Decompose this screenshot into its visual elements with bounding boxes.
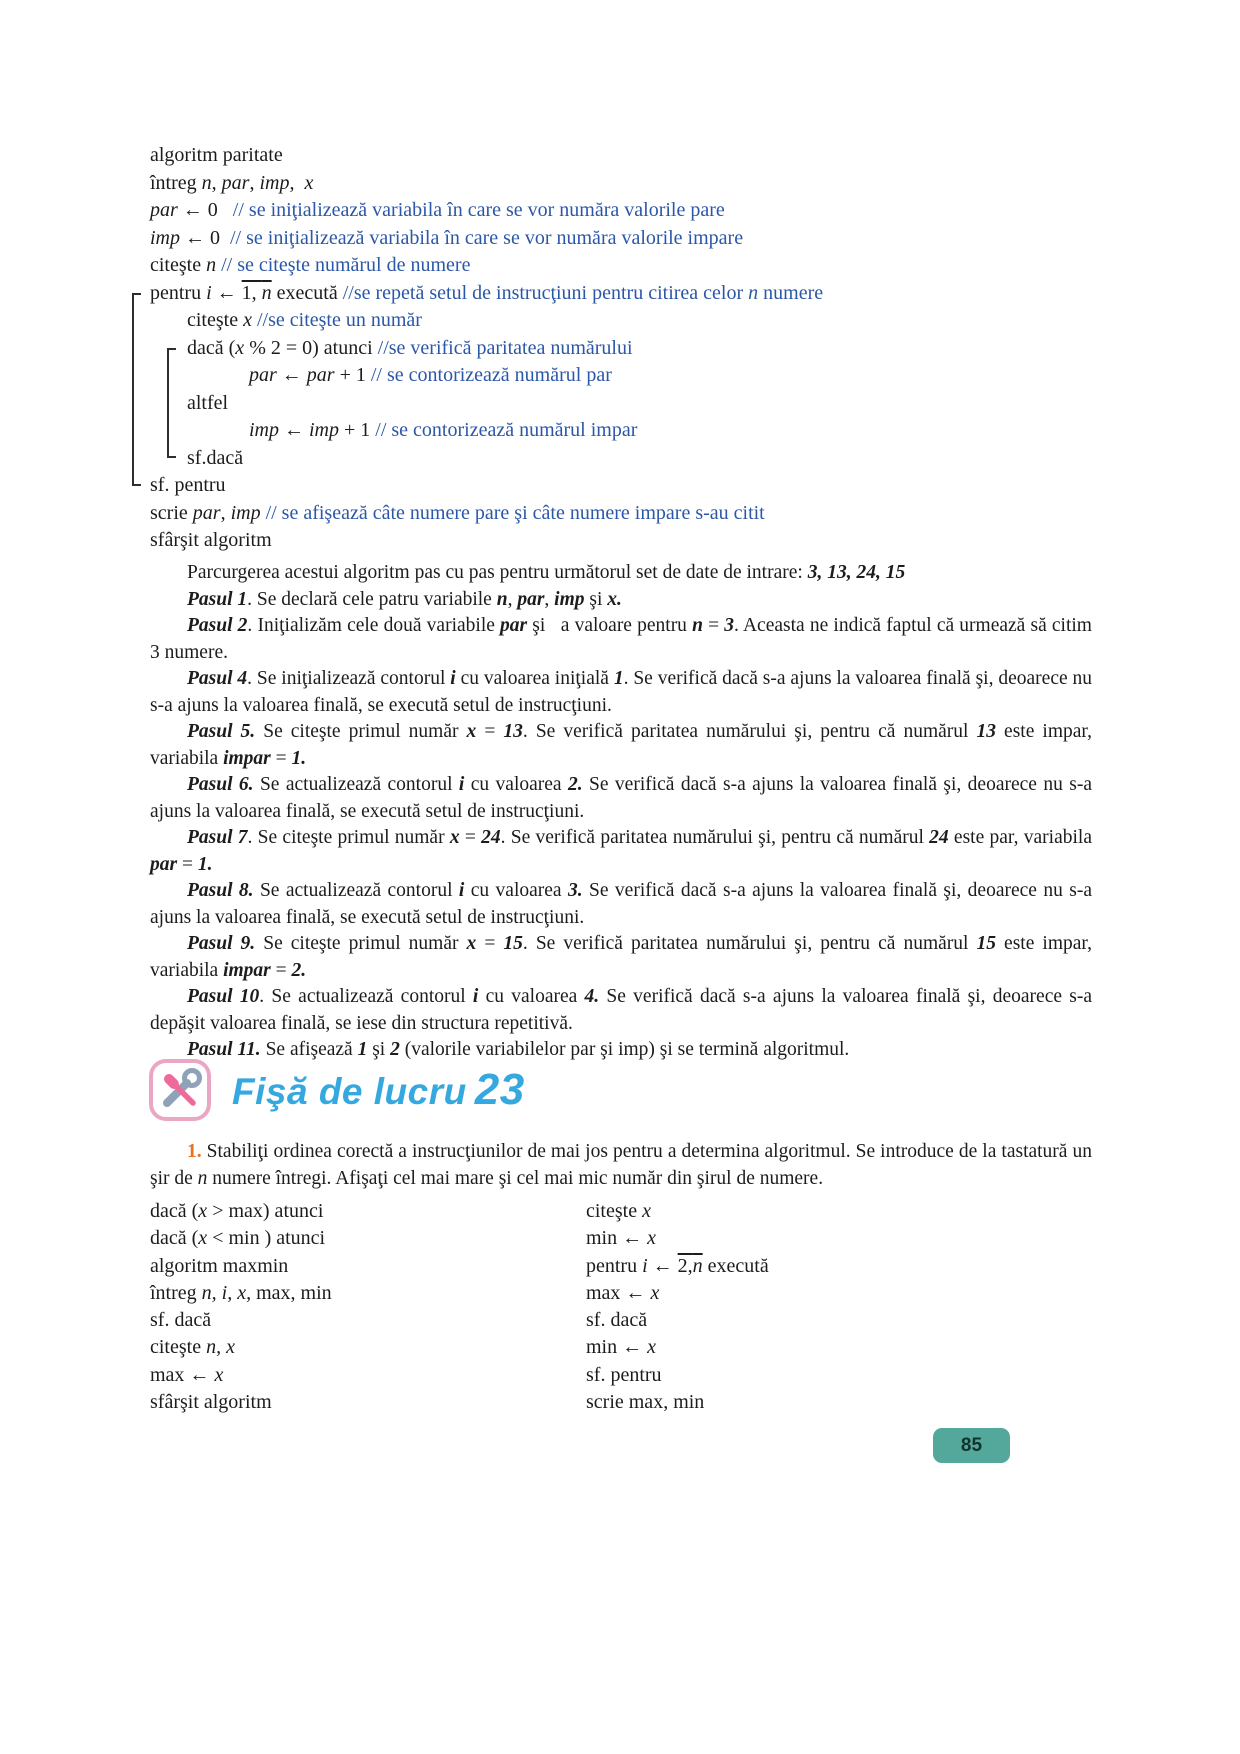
text-run: 24 <box>929 827 949 848</box>
text-run: , <box>211 171 222 194</box>
code-line <box>150 225 823 253</box>
text-run: par <box>306 364 335 386</box>
code-line <box>586 1307 1022 1334</box>
text-run: , <box>544 588 555 610</box>
text-run: algoritm maxmin <box>150 1254 289 1277</box>
code-line <box>586 1198 1022 1225</box>
text-run: = <box>270 959 292 981</box>
walkthrough-paragraph <box>150 825 1097 878</box>
text-run: . Se verifică paritatea numărului şi, pentru că numărul <box>500 827 930 848</box>
code-line <box>150 252 823 280</box>
text-run: , <box>249 171 260 194</box>
worksheet-number: 23 <box>474 1065 525 1114</box>
text-run: şi a valoare pentru <box>527 615 693 636</box>
text-run: x <box>198 1200 208 1222</box>
walkthrough-paragraph <box>150 613 1097 666</box>
text-run: Se actualizează contorul <box>253 880 459 901</box>
code-line <box>586 1280 1022 1307</box>
exercise-left-column <box>150 1198 586 1416</box>
text-run: % 2 = 0) atunci <box>244 336 378 359</box>
text-run: sf. dacă <box>150 1309 212 1332</box>
text-run: Se citeşte primul număr <box>255 933 467 954</box>
walkthrough-paragraph <box>150 984 1097 1037</box>
text-run: // se citeşte numărul de numere <box>221 254 471 276</box>
text-run: par <box>249 364 277 386</box>
code-line <box>150 500 823 528</box>
text-run: i <box>458 880 465 901</box>
text-run: // se contorizează numărul par <box>370 364 612 386</box>
text-run: x <box>647 1336 657 1359</box>
text-run: 2 <box>390 1039 400 1060</box>
text-run: par <box>221 171 250 194</box>
text-run: imp <box>230 501 261 524</box>
text-run: Pasul 11. <box>187 1039 261 1060</box>
code-line <box>187 335 823 363</box>
text-run: x <box>243 309 252 331</box>
text-run: şi <box>584 588 608 610</box>
exercise-columns <box>150 1198 1092 1416</box>
code-line <box>150 472 823 500</box>
exercise-right-column <box>586 1198 1022 1416</box>
code-line <box>249 417 823 445</box>
text-run: i <box>642 1254 648 1277</box>
text-run: 3. <box>567 880 583 901</box>
text-run: sfârşit algoritm <box>150 1391 272 1414</box>
text-run: 1. <box>291 747 307 769</box>
text-run: + 1 <box>334 364 371 386</box>
text-run: 4. <box>584 986 600 1007</box>
text-run: (valorile variabilelor par şi imp) şi se termină algoritmul. <box>399 1039 850 1060</box>
text-run: sf. pentru <box>150 474 226 496</box>
text-run: //se verifică paritatea numărului <box>377 336 633 359</box>
text-run: Se verifică dacă s-a ajuns la valoarea finală şi, deoarece s-a depăşit valoarea finală, se iese din structura repetitivă. <box>150 986 1097 1034</box>
text-run: min ← <box>586 1227 648 1250</box>
code-line <box>187 445 823 473</box>
text-run: = <box>702 615 725 636</box>
text-run: . Aceasta ne indică faptul că urmează să citim 3 numere. <box>150 615 1097 663</box>
text-run: Pasul 6. <box>187 774 254 795</box>
text-run: > max) atunci <box>207 1200 324 1222</box>
text-run: impar <box>223 959 271 981</box>
pentru-loop-bracket <box>132 293 141 486</box>
text-run: şi <box>367 1039 391 1060</box>
text-run: Se verifică dacă s-a ajuns la valoarea finală şi, deoarece nu s-a ajuns la valoarea finală, se execută setul de instrucţiuni. <box>150 880 1097 928</box>
text-run: scrie max, min <box>586 1391 705 1414</box>
text-run: 15 <box>976 933 996 954</box>
code-line <box>150 170 823 198</box>
text-run: 24 <box>481 827 501 848</box>
code-line <box>150 1225 586 1252</box>
page-number-badge <box>933 1428 1010 1463</box>
text-run: x <box>235 336 245 359</box>
worksheet-header <box>148 1058 525 1122</box>
text-run: n <box>496 588 508 610</box>
text-run: citeşte <box>150 1336 207 1359</box>
page-number: 85 <box>960 1434 983 1456</box>
text-run: 1. <box>197 853 213 875</box>
text-run: 1 <box>613 668 624 689</box>
text-run: este par, variabila <box>948 827 1097 848</box>
text-run: i <box>472 986 479 1007</box>
text-run: par <box>517 588 545 610</box>
walkthrough-section <box>150 560 1097 1064</box>
code-line <box>150 527 823 555</box>
code-line <box>150 1198 586 1225</box>
walkthrough-paragraph <box>150 587 1092 614</box>
text-run: imp <box>554 588 585 610</box>
text-run: Pasul 5. <box>187 721 256 742</box>
text-run: 1 <box>357 1039 368 1060</box>
text-run: algoritm paritate <box>150 144 283 166</box>
text-run: citeşte <box>586 1200 643 1222</box>
code-line <box>249 362 823 390</box>
text-run: par <box>150 853 178 875</box>
text-run: ← <box>276 364 307 386</box>
text-run: . Se verifică paritatea numărului şi, pentru că numărul <box>522 721 977 742</box>
text-run: Pasul 1 <box>187 588 248 610</box>
text-run: x <box>214 1363 224 1386</box>
text-run: dacă ( <box>187 336 236 359</box>
code-line <box>150 1389 586 1416</box>
walkthrough-paragraph <box>150 878 1097 931</box>
walkthrough-paragraph <box>150 719 1097 772</box>
text-run: Pasul 8. <box>187 880 254 901</box>
text-run: Se afişează <box>260 1039 358 1060</box>
text-run: . Se iniţializează contorul <box>247 668 451 689</box>
text-run: // se contorizează numărul impar <box>375 419 638 441</box>
code-line <box>586 1225 1022 1252</box>
text-run: //se citeşte un număr <box>256 309 422 331</box>
text-run: execută <box>271 281 343 304</box>
text-run: + 1 <box>339 419 376 441</box>
text-run: // se iniţializează variabila în care se vor număra valorile pare <box>232 199 725 221</box>
text-run: . Se verifică paritatea numărului şi, pentru că numărul <box>522 933 977 954</box>
tools-icon <box>148 1058 212 1122</box>
text-run: x <box>198 1227 208 1250</box>
code-line <box>586 1362 1022 1389</box>
text-run: //se repetă setul de instrucţiuni pentru citirea celor <box>342 281 749 304</box>
code-line <box>187 390 823 418</box>
text-run: ← <box>211 281 242 304</box>
text-run: 13 <box>503 721 523 742</box>
text-run: x <box>449 827 460 848</box>
walkthrough-paragraph <box>150 666 1097 719</box>
text-run: ← 0 <box>177 199 233 221</box>
text-run: imp <box>309 419 339 441</box>
text-run: cu valoarea <box>478 986 585 1007</box>
text-run: n, i, x, <box>201 1281 252 1304</box>
text-run: 3 <box>724 615 735 636</box>
code-line <box>150 142 823 170</box>
text-run: sf. pentru <box>586 1363 662 1386</box>
text-run: scrie <box>150 501 193 524</box>
pseudocode-block <box>150 142 823 555</box>
text-run: min ← <box>586 1336 648 1359</box>
walkthrough-paragraph <box>150 931 1097 984</box>
code-line <box>150 1307 586 1334</box>
text-run: dacă ( <box>150 1227 199 1250</box>
text-run: 2. <box>567 774 583 795</box>
text-run: Parcurgerea acestui algoritm pas cu pas pentru următorul set de date de intrare: <box>187 562 808 583</box>
text-run: Pasul 4 <box>187 668 248 689</box>
code-line <box>150 1280 586 1307</box>
text-run: numere întregi. Afişaţi cel mai mare şi cel mai mic număr din şirul de numere. <box>207 1168 824 1189</box>
text-run: = <box>270 747 292 769</box>
text-run: max ← <box>586 1281 651 1304</box>
worksheet-title <box>232 1065 525 1115</box>
code-line <box>150 280 823 308</box>
text-run: par <box>150 199 178 221</box>
text-run: cu valoarea iniţială <box>455 668 614 689</box>
text-run: max, min <box>251 1281 332 1304</box>
text-run: Pasul 2 <box>187 615 248 636</box>
text-run: = <box>177 853 198 875</box>
walkthrough-paragraph <box>150 772 1097 825</box>
text-run: = <box>476 721 504 742</box>
text-run: i <box>206 281 212 304</box>
exercise-intro <box>150 1138 1097 1192</box>
text-run: $\overline{n}$ <box>692 1254 703 1277</box>
text-run: < min ) atunci <box>207 1227 326 1250</box>
text-run: x <box>647 1227 657 1250</box>
text-run: n <box>197 1168 208 1189</box>
text-run: par <box>500 615 528 636</box>
text-run: n <box>201 171 212 194</box>
text-run: = <box>459 827 482 848</box>
text-run: n <box>748 281 759 304</box>
text-run: Pasul 9. <box>187 933 256 954</box>
text-run: $\overline{n}$ <box>261 281 272 304</box>
text-run: pentru <box>586 1254 643 1277</box>
walkthrough-paragraph <box>150 560 1092 587</box>
text-run: 1. <box>187 1141 202 1162</box>
code-line <box>150 1334 586 1361</box>
text-run: // se afişează câte numere pare şi câte numere impare s-au citit <box>265 501 765 524</box>
text-run: x <box>304 171 314 194</box>
text-run: 3, 13, 24, 15 <box>807 562 906 583</box>
code-line <box>586 1389 1022 1416</box>
daca-block-bracket <box>167 348 176 458</box>
text-run: ← <box>647 1254 678 1277</box>
text-run: n <box>692 615 703 636</box>
text-run: cu valoarea <box>464 880 568 901</box>
text-run: i <box>450 668 456 689</box>
text-run: sfârşit algoritm <box>150 529 272 551</box>
text-run: x <box>650 1281 660 1304</box>
code-line <box>150 1362 586 1389</box>
text-run: Pasul 7 <box>187 827 248 848</box>
text-run: dacă ( <box>150 1200 199 1222</box>
text-run: Se citeşte primul număr <box>255 721 467 742</box>
text-run: x. <box>607 588 622 610</box>
text-run: // se iniţializează variabila în care se vor număra valorile impare <box>230 226 744 249</box>
text-run: este impar, variabila <box>150 933 1097 981</box>
text-run: , <box>289 171 305 194</box>
text-run: 1, <box>241 281 262 304</box>
text-run: execută <box>702 1254 769 1277</box>
text-run: cu valoarea <box>464 774 568 795</box>
text-run: Se actualizează contorul <box>253 774 459 795</box>
text-run: imp <box>259 171 290 194</box>
text-run: , <box>220 501 231 524</box>
text-run: Se verifică dacă s-a ajuns la valoarea finală şi, deoarece nu s-a ajuns la valoarea finală, se execută setul de instrucţiuni. <box>150 774 1097 822</box>
text-run: sf.dacă <box>187 446 244 469</box>
text-run: . Iniţializăm cele două variabile <box>247 615 501 636</box>
text-run: ← <box>279 419 309 441</box>
text-run: impar <box>223 747 271 769</box>
text-run: citeşte <box>187 309 244 331</box>
text-run: imp <box>249 419 279 441</box>
text-run: x <box>466 721 477 742</box>
text-run: Pasul 10 <box>187 986 260 1007</box>
text-run: altfel <box>187 391 229 414</box>
code-line <box>150 197 823 225</box>
text-run: par <box>192 501 221 524</box>
text-run: 2. <box>291 959 307 981</box>
text-run: pentru <box>150 281 207 304</box>
text-run: 2, <box>677 1254 693 1277</box>
text-run: = <box>476 933 504 954</box>
text-run: i <box>458 774 465 795</box>
text-run: întreg <box>150 1281 202 1304</box>
code-line <box>187 307 823 335</box>
text-run: imp <box>150 226 180 249</box>
text-run: 15 <box>503 933 523 954</box>
text-run: n, x <box>206 1336 235 1359</box>
text-run: , <box>507 588 518 610</box>
text-run: este impar, variabila <box>150 721 1097 769</box>
text-run: n <box>206 254 217 276</box>
text-run: . Se citeşte primul număr <box>247 827 450 848</box>
text-run: 13 <box>976 721 996 742</box>
text-run: numere <box>758 281 824 304</box>
code-line <box>150 1253 586 1280</box>
code-line <box>586 1253 1022 1280</box>
text-run: . Se actualizează contorul <box>259 986 473 1007</box>
text-run: citeşte <box>150 254 207 276</box>
text-run: . Se declară cele patru variabile <box>247 588 497 610</box>
text-run: max ← <box>150 1363 215 1386</box>
text-run: x <box>642 1200 651 1222</box>
text-run: sf. dacă <box>586 1309 648 1332</box>
text-run: ← 0 <box>180 226 230 249</box>
text-run: întreg <box>150 171 202 194</box>
worksheet-title-text: Fişă de lucru <box>232 1071 467 1112</box>
text-run: Stabiliţi ordinea corectă a instrucţiunilor de mai jos pentru a determina algoritmul. Se introduce de la tastatură un şir de <box>150 1141 1097 1189</box>
text-run: x <box>466 933 477 954</box>
text-run: . Se verifică dacă s-a ajuns la valoarea finală şi, deoarece nu s-a ajuns la valoarea finală, se execută setul de instrucţiuni. <box>150 668 1097 716</box>
code-line <box>586 1334 1022 1361</box>
